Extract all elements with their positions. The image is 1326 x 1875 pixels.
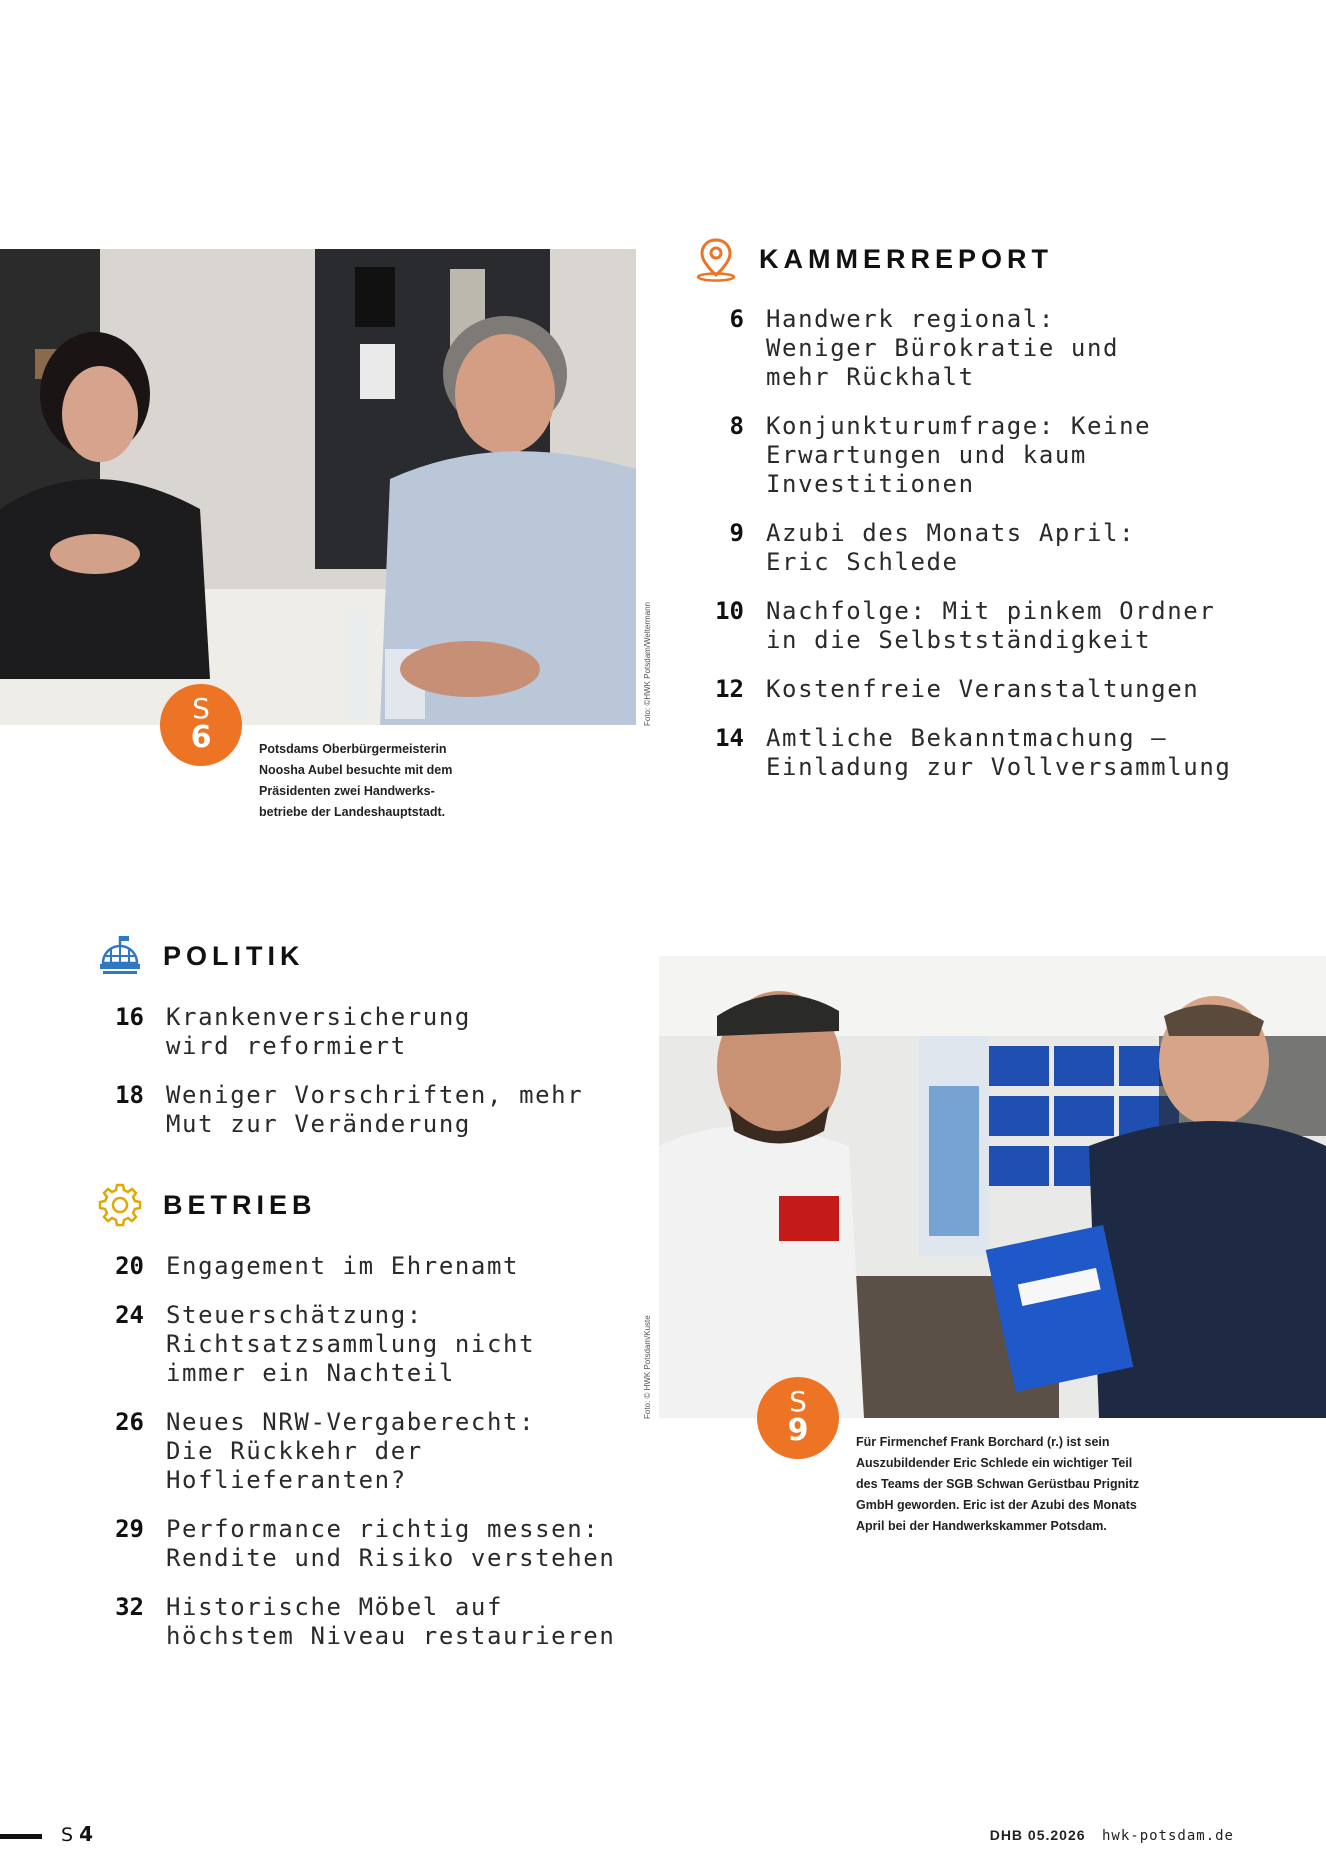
photo-meeting bbox=[0, 249, 636, 725]
section-heading-betrieb bbox=[97, 1182, 317, 1228]
photo-credit: Foto: ©HWK Potsdam/Weltermann bbox=[643, 601, 652, 726]
parliament-dome-icon bbox=[97, 933, 143, 979]
section-title: POLITIK bbox=[163, 940, 305, 971]
toc-entry[interactable]: 6 Handwerk regional: Weniger Bürokratie und mehr Rückhalt bbox=[729, 305, 1120, 391]
section-heading-politik bbox=[97, 933, 305, 979]
page-reference-badge: S 6 bbox=[160, 684, 242, 766]
gear-icon bbox=[97, 1182, 143, 1228]
toc-politik bbox=[84, 1003, 583, 1159]
toc-entry[interactable]: 8 Konjunkturumfrage: Keine Erwartungen und kaum Investitionen bbox=[729, 412, 1152, 498]
toc-entry[interactable]: 14 Amtliche Bekanntmachung – Einladung zur Vollversammlung bbox=[715, 724, 1232, 781]
website-link[interactable]: hwk-potsdam.de bbox=[1101, 1828, 1234, 1844]
toc-entry[interactable]: 12 Kostenfreie Veranstaltungen bbox=[715, 675, 1200, 703]
toc-entry[interactable]: 20 Engagement im Ehrenamt bbox=[115, 1252, 520, 1280]
toc-entry[interactable]: 9 Azubi des Monats April: Eric Schlede bbox=[729, 519, 1136, 576]
footer-publication bbox=[990, 1827, 1234, 1844]
toc-entry[interactable]: 16 Krankenversicherung wird reformiert bbox=[115, 1003, 471, 1060]
section-title: KAMMERREPORT bbox=[759, 243, 1053, 274]
page-reference-badge: S 9 bbox=[757, 1377, 839, 1459]
issue-label: DHB 05.2026 bbox=[989, 1827, 1086, 1843]
section-heading-kammerreport bbox=[693, 236, 1053, 282]
toc-entry[interactable]: 26 Neues NRW-Vergaberecht: Die Rückkehr der Hoflieferanten? bbox=[115, 1408, 536, 1494]
page-number: S 4 bbox=[61, 1822, 94, 1846]
toc-entry[interactable]: 32 Historische Möbel auf höchstem Niveau restaurieren bbox=[115, 1593, 616, 1650]
toc-kammerreport bbox=[684, 305, 1231, 802]
toc-entry[interactable]: 18 Weniger Vorschriften, mehr Mut zur Veränderung bbox=[115, 1081, 584, 1138]
toc-betrieb bbox=[84, 1252, 615, 1671]
toc-entry[interactable]: 10 Nachfolge: Mit pinkem Ordner in die Selbstständigkeit bbox=[715, 597, 1216, 654]
photo-caption: Potsdams Oberbürgermeisterin Noosha Aubel besuchte mit dem Präsidenten zwei Handwerks- betriebe der Landeshauptstadt. bbox=[259, 742, 453, 819]
section-title: BETRIEB bbox=[163, 1189, 317, 1220]
toc-entry[interactable]: 29 Performance richtig messen: Rendite und Risiko verstehen bbox=[115, 1515, 616, 1572]
location-pin-icon bbox=[693, 236, 739, 282]
photo-caption: Für Firmenchef Frank Borchard (r.) ist sein Auszubildender Eric Schlede ein wichtiger Teil des Teams der SGB Schwan Gerüstbau Prignitz GmbH geworden. Eric ist der Azubi des Monats April bei der Handwerkskammer Potsdam. bbox=[856, 1435, 1140, 1533]
footer-rule bbox=[0, 1834, 42, 1839]
photo-azubi bbox=[659, 956, 1326, 1418]
toc-entry[interactable]: 24 Steuerschätzung: Richtsatzsammlung nicht immer ein Nachteil bbox=[115, 1301, 536, 1387]
photo-credit: Foto: © HWK Potsdam/Kuste bbox=[643, 1315, 652, 1419]
